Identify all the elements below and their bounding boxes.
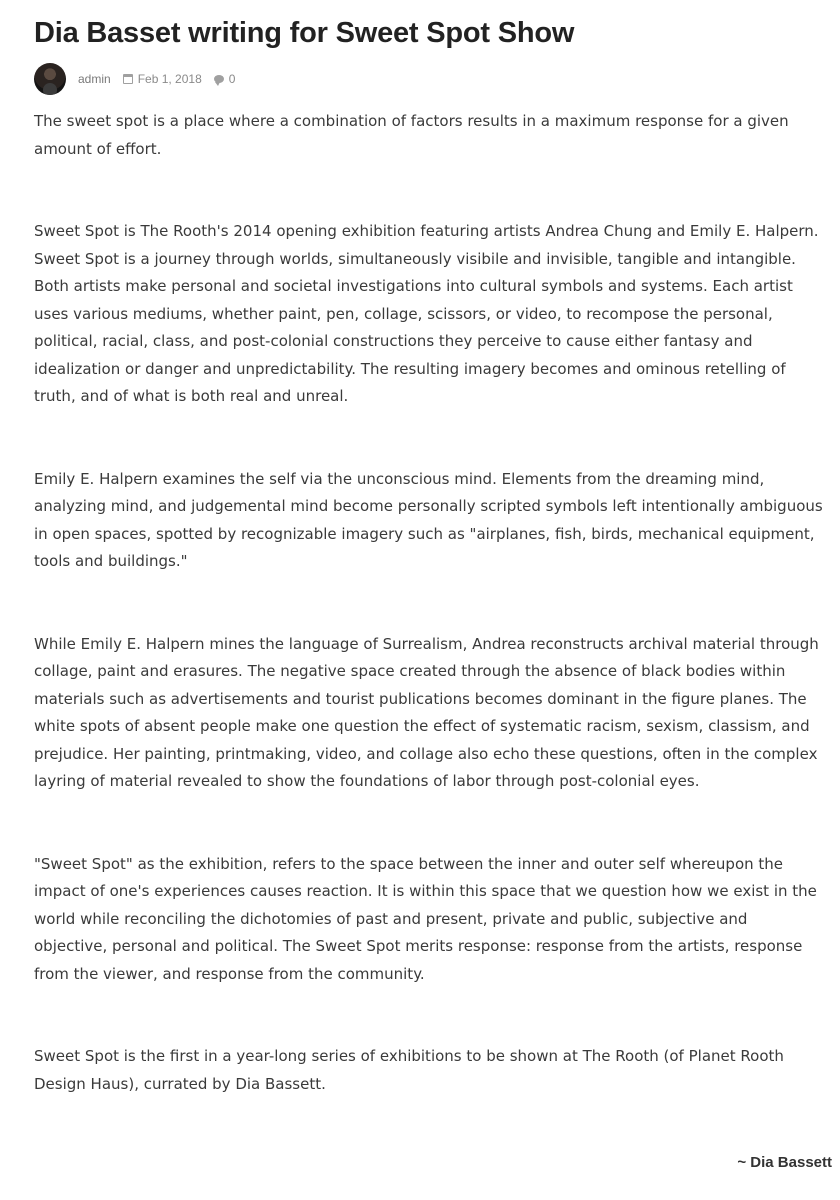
comment-icon <box>214 75 224 83</box>
comment-count[interactable]: 0 <box>228 72 236 86</box>
post-date: Feb 1, 2018 <box>137 72 202 86</box>
post-meta <box>34 62 830 96</box>
paragraph-5: "Sweet Spot" as the exhibition, refers to the space between the inner and outer self whereupon the impact of one's experiences causes reaction. It is within this space that we question how we exist in the world while reconciling the dichotomies of past and present, private and public, subjective and objective, personal and political. The Sweet Spot merits response: response from the artists, response from the viewer, and response from the community. <box>34 854 817 983</box>
paragraph-4: While Emily E. Halpern mines the language of Surrealism, Andrea reconstructs archival material through collage, paint and erasures. The negative space created through the absence of black bodies within materials such as advertisements and tourist publications becomes dominant in the figure planes. The white spots of absent people make one question the effect of systematic racism, sexism, classism, and prejudice. Her painting, printmaking, video, and collage also echo these questions, often in the complex layring of material revealed to show the foundations of labor through post-colonial eyes. <box>34 634 819 790</box>
post-author-link[interactable]: admin <box>78 72 111 86</box>
paragraph-1: The sweet spot is a place where a combination of factors results in a maximum response for a given amount of effort. <box>34 112 789 158</box>
post-title[interactable]: Dia Basset writing for Sweet Spot Show <box>34 17 575 49</box>
paragraph-6: Sweet Spot is the first in a year-long series of exhibitions to be shown at The Rooth (of Planet Rooth Design Haus), currated by Dia Bassett. <box>34 1047 784 1093</box>
author-signature: ~ Dia Bassett <box>737 1154 832 1171</box>
post-content <box>34 108 824 1098</box>
author-avatar[interactable] <box>34 63 66 95</box>
paragraph-3: Emily E. Halpern examines the self via the unconscious mind. Elements from the dreaming mind, analyzing mind, and judgemental mind become personally scripted symbols left intentionally ambiguous in open spaces, spotted by recognizable imagery such as "airplanes, fish, birds, mechanical equipment, tools and buildings." <box>34 469 823 570</box>
calendar-icon <box>123 74 133 84</box>
paragraph-2: Sweet Spot is The Rooth's 2014 opening exhibition featuring artists Andrea Chung and Emily E. Halpern. Sweet Spot is a journey through worlds, simultaneously visibile and invisible, tangible and intangible. Both artists make personal and societal investigations into cultural symbols and systems. Each artist uses various mediums, whether paint, pen, collage, scissors, or video, to recompose the personal, political, racial, class, and post-colonial constructions they perceive to cause either fantasy and idealization or danger and unpredictability. The resulting imagery becomes and ominous retelling of truth, and of what is both real and unreal. <box>34 222 819 405</box>
